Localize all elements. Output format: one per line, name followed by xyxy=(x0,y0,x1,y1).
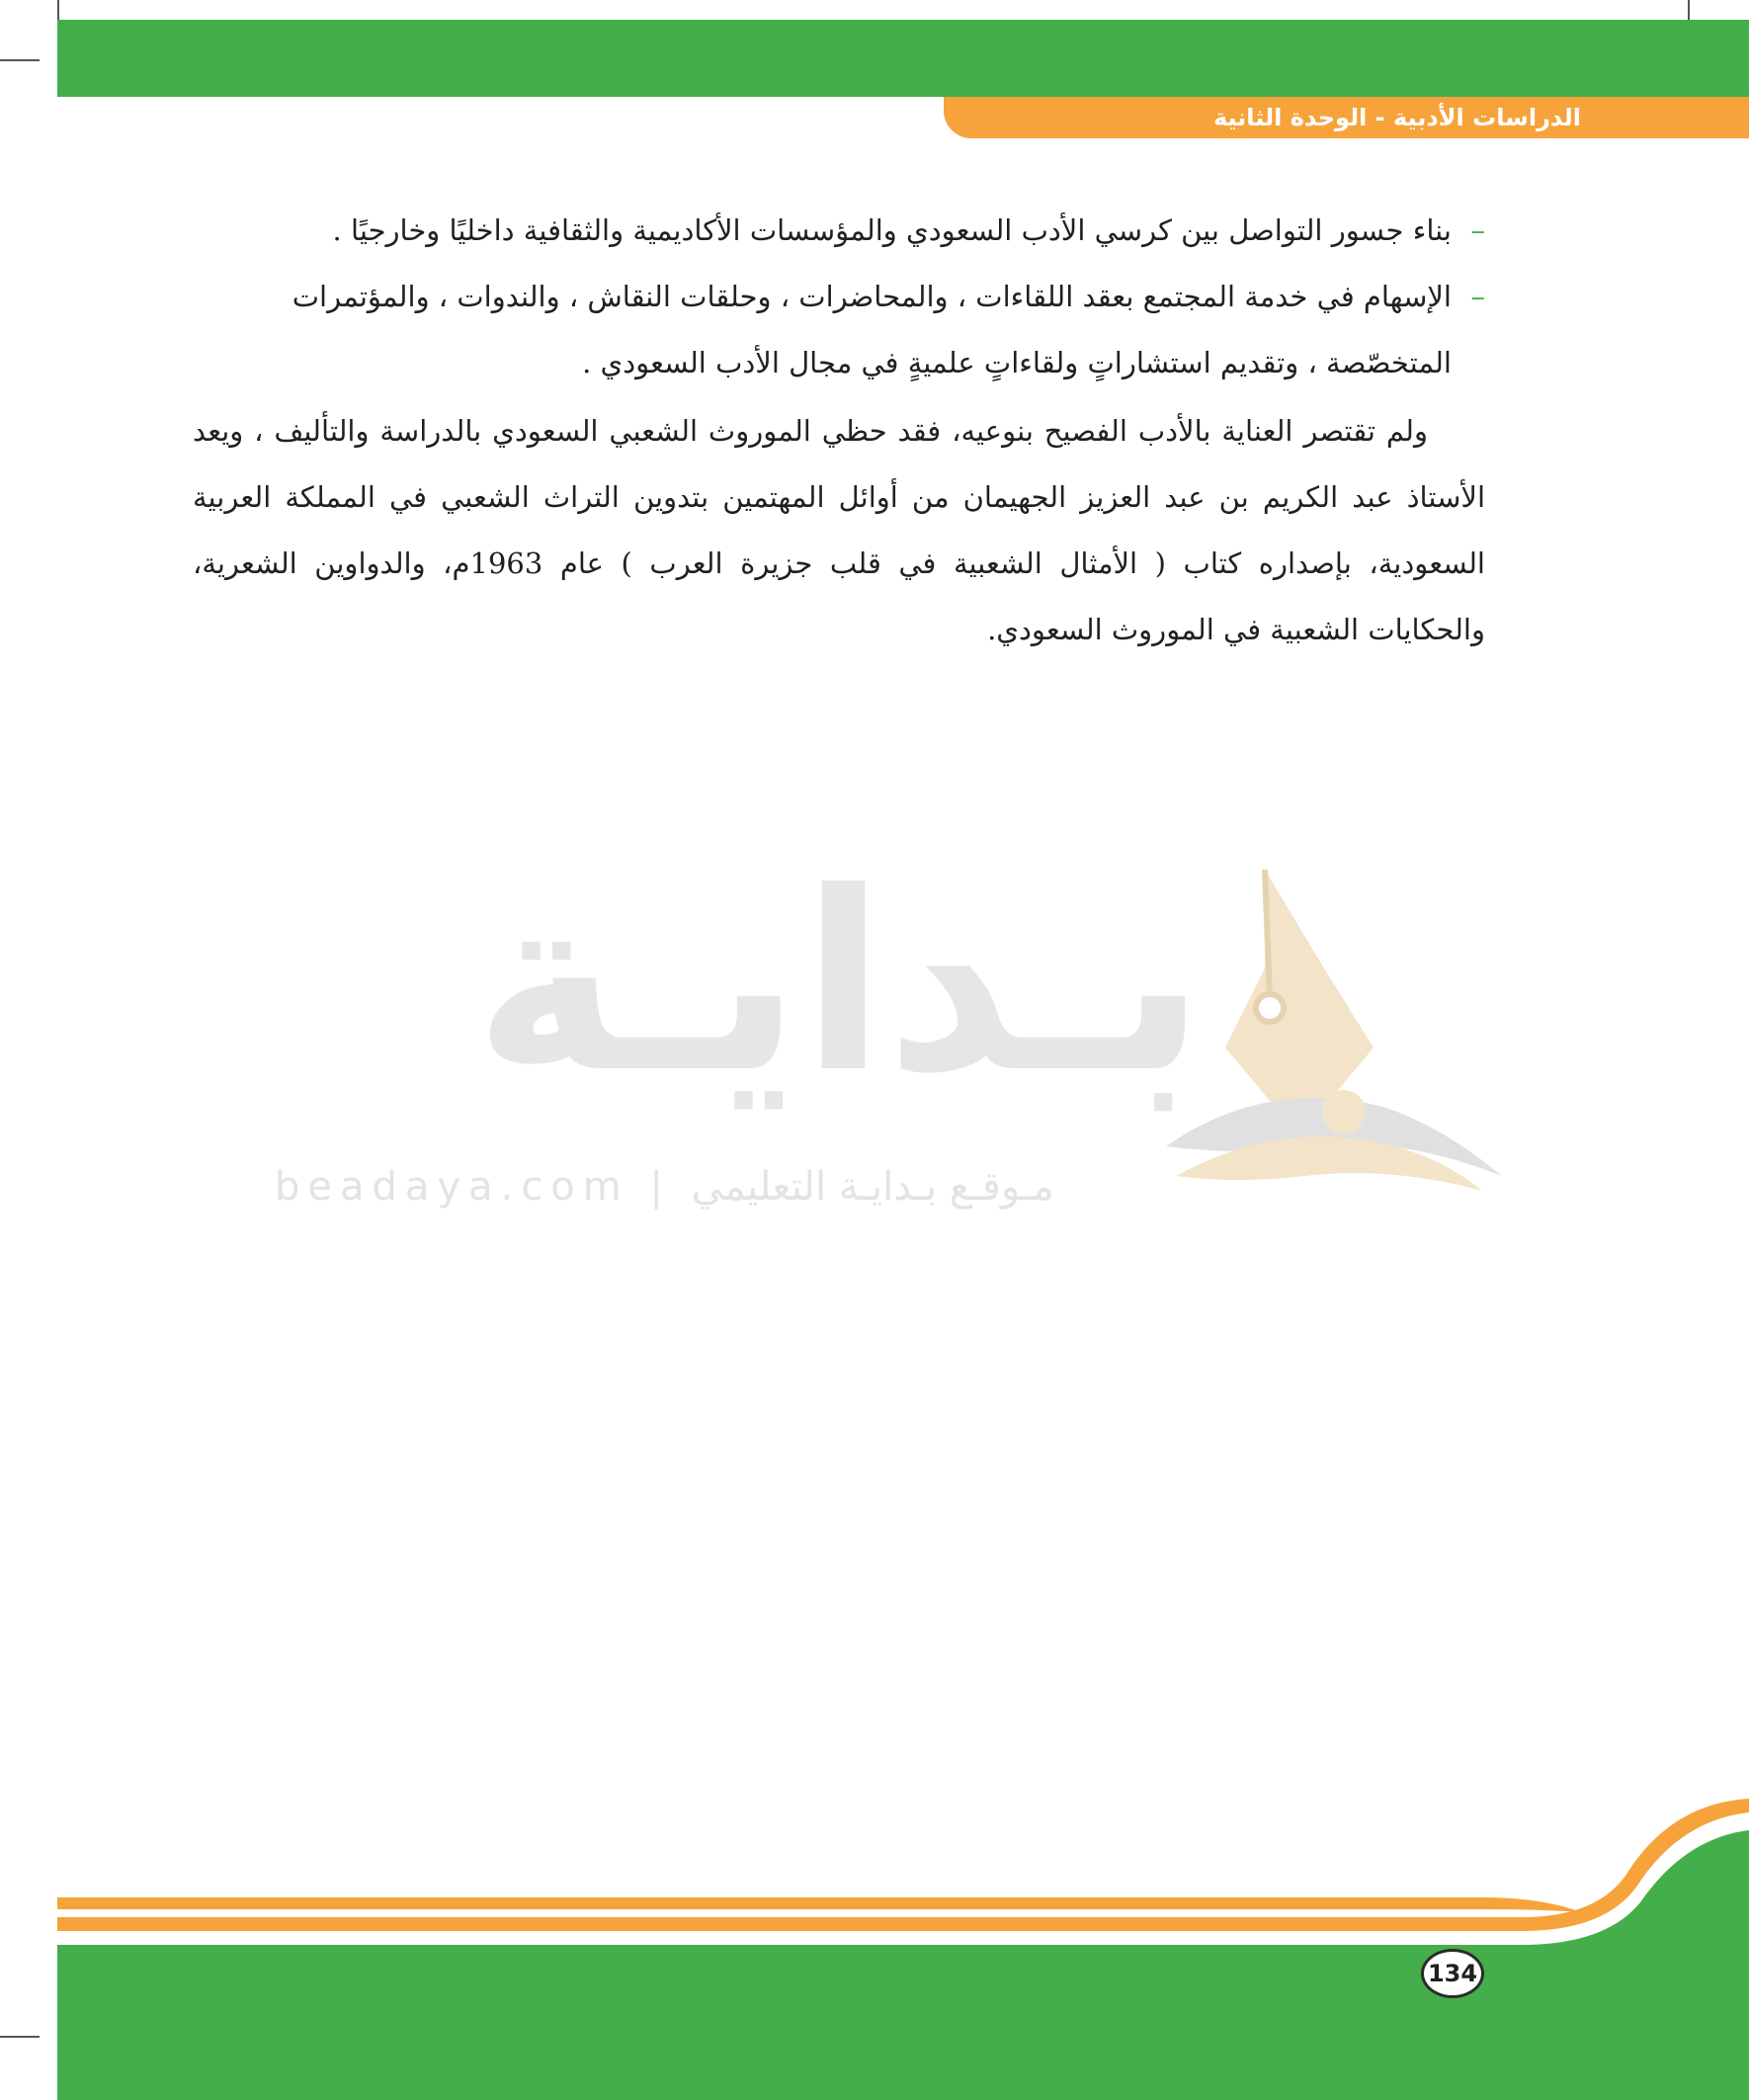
list-item xyxy=(193,264,1485,396)
bullet-marker: – xyxy=(1470,213,1485,247)
page-number: 134 xyxy=(1421,1949,1484,1998)
top-green-band xyxy=(57,20,1749,97)
unit-header-tab xyxy=(944,97,1749,138)
body-paragraph: ولم تقتصر العناية بالأدب الفصيح بنوعيه، فقد حظي الموروث الشعبي السعودي بالدراسة والتأليف ، ويعد الأستاذ عبد الكريم بن عبد العزيز الجهيمان من أوائل المهتمين بتدوين التراث الشعبي في المملكة العربية السعودية، بإصداره كتاب ( الأمثال الشعبية في قلب جزيرة العرب ) عام 1963م، والدواوين الشعرية، والحكايات الشعبية في الموروث السعودي. xyxy=(193,414,1485,646)
bullet-text: الإسهام في خدمة المجتمع بعقد اللقاءات ، والمحاضرات ، وحلقات النقاش ، والندوات ، والمؤتمرات المتخصّصة ، وتقديم استشاراتٍ ولقاءاتٍ علميةٍ في مجال الأدب السعودي . xyxy=(292,280,1452,379)
watermark-caption: beadaya.com | مـوقـع بـدايـة التعليمي xyxy=(275,1164,1054,1210)
page-content xyxy=(193,198,1485,663)
bullet-text: بناء جسور التواصل بين كرسي الأدب السعودي والمؤسسات الأكاديمية والثقافية داخليًا وخارجيًا . xyxy=(332,213,1452,247)
unit-title: الدراسات الأدبية - الوحدة الثانية xyxy=(1212,104,1581,131)
watermark-logo-text: بـدايـة xyxy=(473,839,1206,1127)
footer-decoration xyxy=(0,1799,1749,2100)
bullet-marker: – xyxy=(1470,280,1485,313)
watermark xyxy=(257,839,1502,1225)
list-item xyxy=(193,198,1485,264)
crop-mark xyxy=(0,59,40,61)
